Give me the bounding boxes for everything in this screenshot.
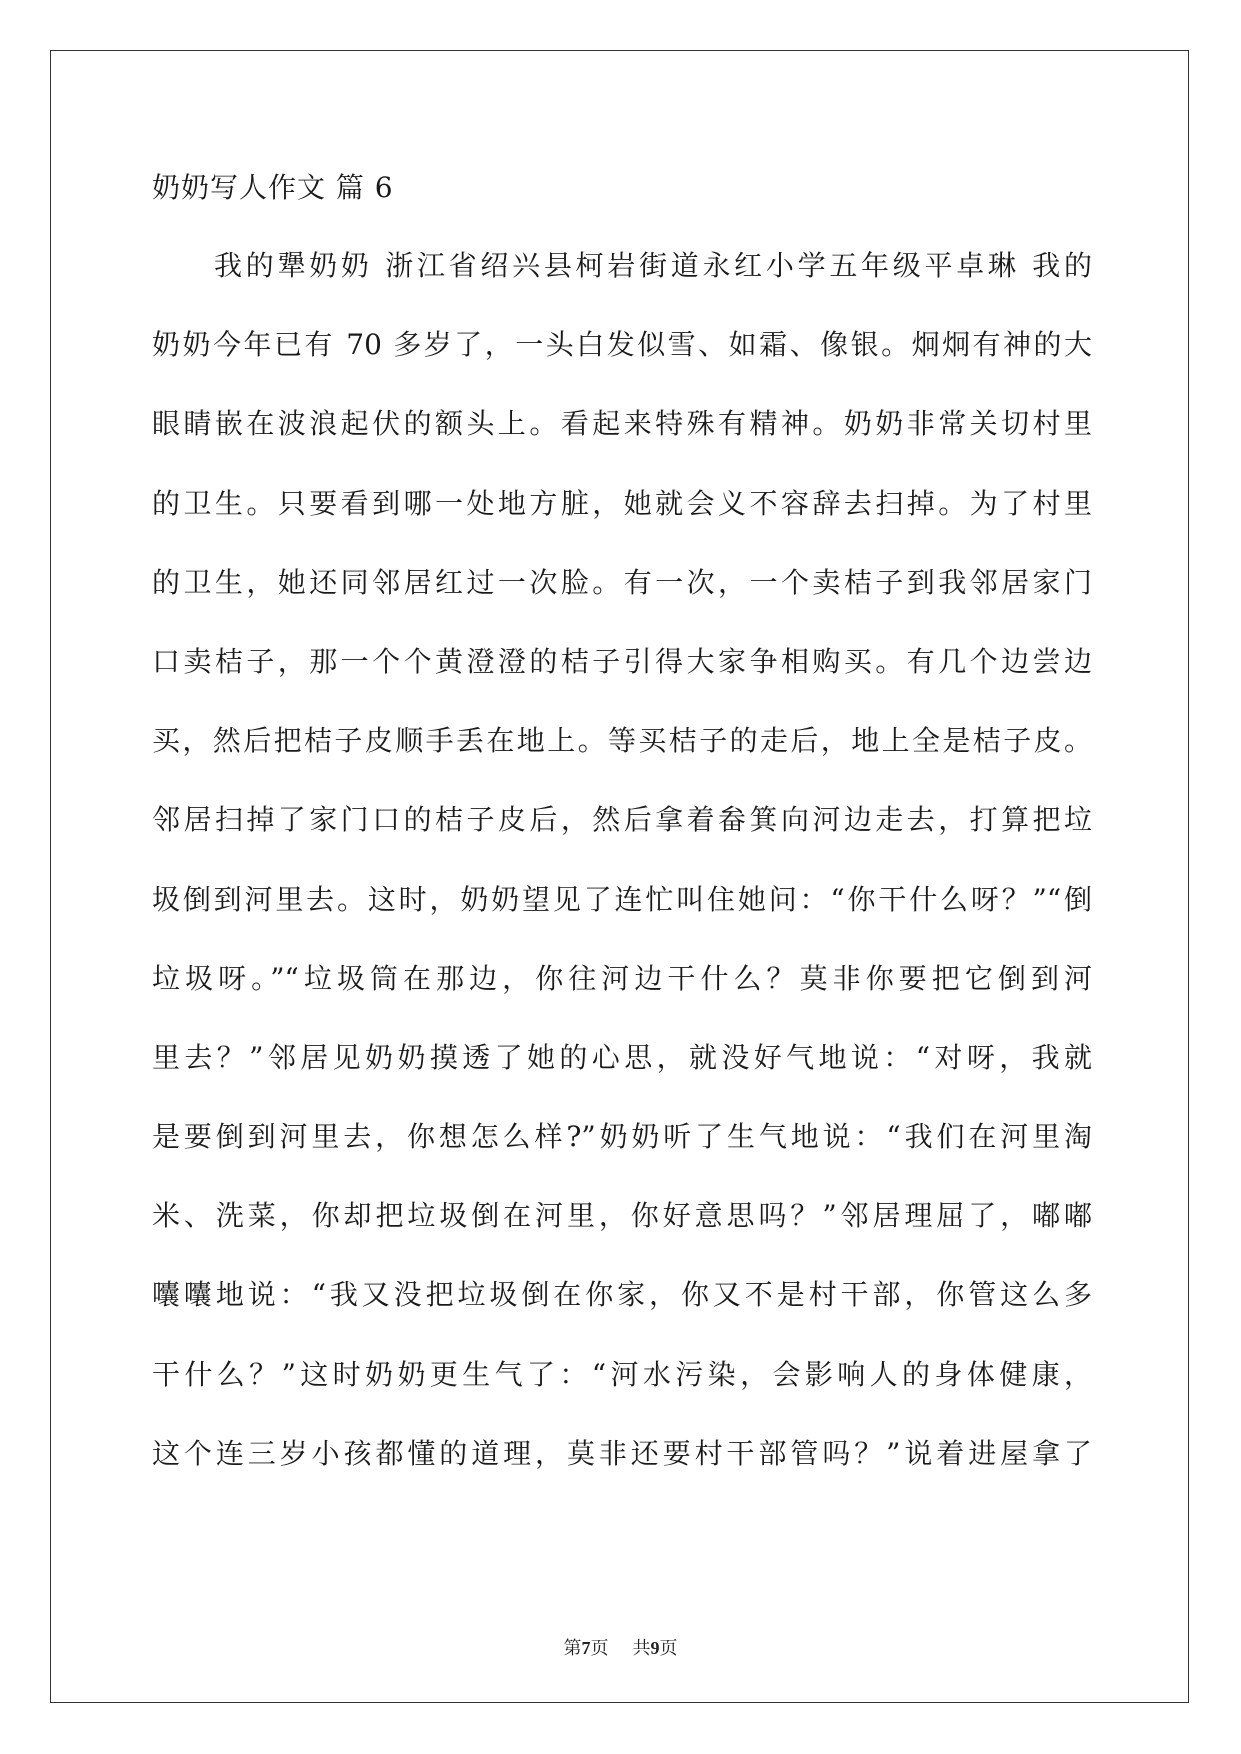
- text-line: 我的犟奶奶 浙江省绍兴县柯岩街道永红小学五年级平卓琳 我的: [214, 249, 1092, 282]
- total-suffix: 页: [659, 1638, 678, 1659]
- text-line: 囔囔地说：“我又没把垃圾倒在你家，你又不是村干部，你管这么多: [152, 1278, 1092, 1312]
- text-line: 垃圾呀。”“垃圾筒在那边，你往河边干什么？莫非你要把它倒到河: [152, 961, 1092, 995]
- text-line: 邻居扫掉了家门口的桔子皮后，然后拿着畚箕向河边走去，打算把垃: [152, 803, 1092, 837]
- essay-title: 奶奶写人作文 篇 6: [152, 171, 394, 204]
- text-line: 圾倒到河里去。这时，奶奶望见了连忙叫住她问：“你干什么呀？”“倒: [152, 882, 1092, 916]
- current-page-number: 7: [581, 1638, 591, 1658]
- essay-paragraph: [152, 246, 1092, 1474]
- text-line: 米、洗菜，你却把垃圾倒在河里，你好意思吗？”邻居理屈了，嘟嘟: [152, 1199, 1092, 1233]
- text-line: 眼睛嵌在波浪起伏的额头上。看起来特殊有精神。奶奶非常关切村里: [152, 407, 1092, 441]
- text-line: 奶奶今年已有 70 多岁了，一头白发似雪、如霜、像银。炯炯有神的大: [152, 328, 1092, 362]
- page-suffix: 页: [590, 1638, 609, 1659]
- text-line: 是要倒到河里去，你想怎么样?”奶奶听了生气地说：“我们在河里淘: [152, 1120, 1092, 1154]
- total-prefix: 共: [632, 1638, 651, 1659]
- document-body: [152, 168, 1092, 1513]
- total-page-number: 9: [650, 1638, 660, 1658]
- text-line: 买，然后把桔子皮顺手丢在地上。等买桔子的走后，地上全是桔子皮。: [152, 724, 1092, 758]
- text-line: 的卫生，她还同邻居红过一次脸。有一次，一个卖桔子到我邻居家门: [152, 565, 1092, 599]
- text-line: 口卖桔子，那一个个黄澄澄的桔子引得大家争相购买。有几个边尝边: [152, 644, 1092, 678]
- page-prefix: 第: [563, 1638, 582, 1659]
- text-line: 里去？”邻居见奶奶摸透了她的心思，就没好气地说：“对呀，我就: [152, 1040, 1092, 1074]
- text-line: 干什么？”这时奶奶更生气了：“河水污染，会影响人的身体健康，: [152, 1357, 1092, 1391]
- text-line: 的卫生。只要看到哪一处地方脏，她就会义不容辞去扫掉。为了村里: [152, 486, 1092, 520]
- text-line: 这个连三岁小孩都懂的道理，莫非还要村干部管吗？”说着进屋拿了: [152, 1436, 1092, 1470]
- page-footer: [0, 1636, 1241, 1661]
